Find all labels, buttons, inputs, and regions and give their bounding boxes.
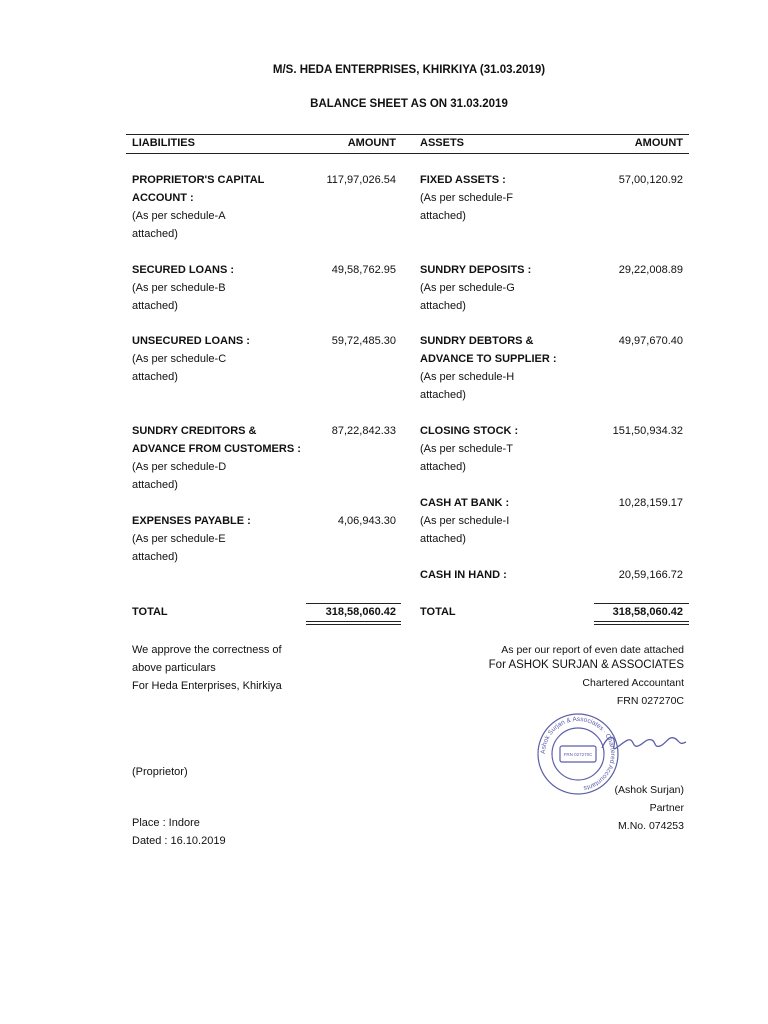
col-assets-header: ASSETS <box>420 137 465 149</box>
liability-amount: 117,97,026.54 <box>326 174 396 186</box>
asset-amount: 49,97,670.40 <box>618 335 683 347</box>
liability-item <box>132 261 234 315</box>
liability-note: (As per schedule-B <box>132 282 226 294</box>
asset-amount: 57,00,120.92 <box>618 174 683 186</box>
header-top-rule <box>126 134 689 135</box>
liability-amount: 59,72,485.30 <box>331 335 396 347</box>
asset-note: attached) <box>420 461 466 473</box>
asset-note: attached) <box>420 389 466 401</box>
liability-note: attached) <box>132 228 178 240</box>
liability-head: UNSECURED LOANS : <box>132 335 250 347</box>
total-top-rule-right <box>594 603 689 604</box>
total-double-rule-right-1 <box>594 621 689 622</box>
place-text: Place : Indore <box>132 817 200 829</box>
asset-head: FIXED ASSETS : <box>420 174 506 186</box>
liability-amount: 87,22,842.33 <box>331 425 396 437</box>
liability-head: ACCOUNT : <box>132 192 194 204</box>
asset-amount: 151,50,934.32 <box>612 425 683 437</box>
partner-name: (Ashok Surjan) <box>614 784 684 796</box>
liability-note: (As per schedule-C <box>132 353 227 365</box>
total-amount-left: 318,58,060.42 <box>325 606 396 618</box>
col-liabilities-header: LIABILITIES <box>132 137 195 149</box>
header-bottom-rule <box>126 153 689 154</box>
total-double-rule-right-2 <box>594 624 689 625</box>
approval-block <box>132 641 282 695</box>
asset-amount: 29,22,008.89 <box>618 264 683 276</box>
designation: Chartered Accountant <box>582 677 684 689</box>
signature-stroke <box>602 737 686 748</box>
asset-item <box>420 494 509 548</box>
total-label-right: TOTAL <box>420 606 456 618</box>
liability-note: attached) <box>132 371 178 383</box>
dated-text: Dated : 16.10.2019 <box>132 835 226 847</box>
asset-item <box>420 332 557 404</box>
asset-note: (As per schedule-F <box>420 192 513 204</box>
seal-ring-text: Ashok Surjan & Associates · Chartered Accountants <box>539 715 617 792</box>
total-amount-right: 318,58,060.42 <box>612 606 683 618</box>
liability-note: attached) <box>132 551 178 563</box>
liability-note: attached) <box>132 479 178 491</box>
asset-note: attached) <box>420 533 466 545</box>
liability-note: (As per schedule-D <box>132 461 227 473</box>
liability-head: SUNDRY CREDITORS & <box>132 425 257 437</box>
liability-amount: 49,58,762.95 <box>331 264 396 276</box>
seal-center-text: FRN 027270C <box>563 752 593 757</box>
asset-amount: 20,59,166.72 <box>618 569 683 581</box>
asset-note: (As per schedule-T <box>420 443 513 455</box>
balance-sheet-subtitle: BALANCE SHEET AS ON 31.03.2019 <box>310 98 508 110</box>
col-amount-right-header: AMOUNT <box>634 137 683 149</box>
asset-item <box>420 566 507 584</box>
asset-head: SUNDRY DEBTORS & <box>420 335 534 347</box>
liability-head: ADVANCE FROM CUSTOMERS : <box>132 443 301 455</box>
asset-note: (As per schedule-H <box>420 371 515 383</box>
asset-head: CLOSING STOCK : <box>420 425 519 437</box>
approval-line: For Heda Enterprises, Khirkiya <box>132 680 282 692</box>
asset-head: ADVANCE TO SUPPLIER : <box>420 353 557 365</box>
asset-note: (As per schedule-I <box>420 515 510 527</box>
liability-amount: 4,06,943.30 <box>337 515 396 527</box>
total-double-rule-left-1 <box>306 621 401 622</box>
col-amount-left-header: AMOUNT <box>347 137 396 149</box>
liability-head: SECURED LOANS : <box>132 264 235 276</box>
asset-head: CASH IN HAND : <box>420 569 507 581</box>
company-title: M/S. HEDA ENTERPRISES, KHIRKIYA (31.03.2019) <box>272 64 546 76</box>
liability-item <box>132 332 250 386</box>
asset-note: (As per schedule-G <box>420 282 515 294</box>
liability-item <box>132 512 251 566</box>
asset-amount: 10,28,159.17 <box>618 497 683 509</box>
liability-note: (As per schedule-E <box>132 533 226 545</box>
asset-head: CASH AT BANK : <box>420 497 510 509</box>
proprietor-label: (Proprietor) <box>132 766 188 778</box>
total-top-rule-left <box>306 603 401 604</box>
liability-note: (As per schedule-A <box>132 210 226 222</box>
frn-number: FRN 027270C <box>616 695 684 707</box>
asset-note: attached) <box>420 300 466 312</box>
liability-head: PROPRIETOR'S CAPITAL <box>132 174 265 186</box>
total-double-rule-left-2 <box>306 624 401 625</box>
asset-note: attached) <box>420 210 466 222</box>
liability-note: attached) <box>132 300 178 312</box>
liability-item <box>132 171 264 243</box>
firm-name: For ASHOK SURJAN & ASSOCIATES <box>488 659 684 671</box>
asset-item <box>420 171 513 225</box>
partner-signature <box>598 726 690 760</box>
asset-head: SUNDRY DEPOSITS : <box>420 264 532 276</box>
total-label-left: TOTAL <box>132 606 168 618</box>
membership-number: M.No. 074253 <box>618 820 684 832</box>
asset-item <box>420 261 531 315</box>
asset-item <box>420 422 518 476</box>
partner-role: Partner <box>649 802 684 814</box>
approval-line: above particulars <box>132 662 216 674</box>
liability-head: EXPENSES PAYABLE : <box>132 515 251 527</box>
approval-line: We approve the correctness of <box>132 644 282 656</box>
report-line: As per our report of even date attached <box>501 644 684 656</box>
